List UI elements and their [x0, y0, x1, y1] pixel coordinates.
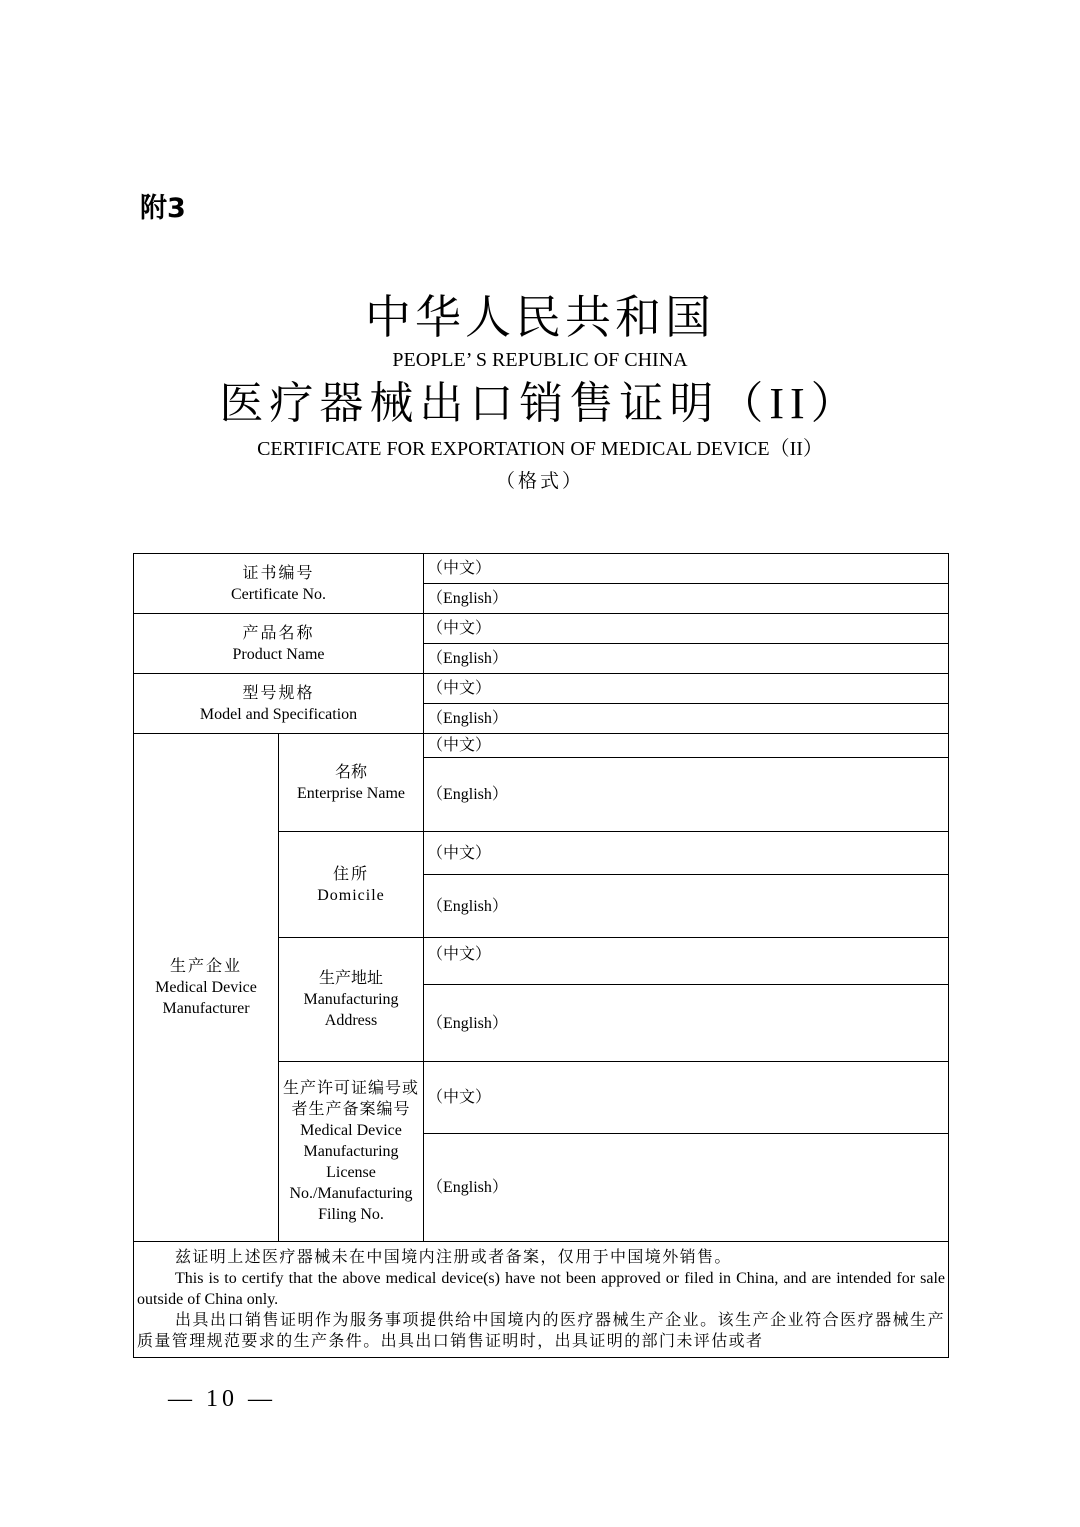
- domicile-cn-field[interactable]: （中文）: [424, 832, 949, 875]
- license-no-label-en: Medical Device Manufacturing License No./Manufacturing Filing No.: [289, 1122, 413, 1223]
- license-no-label-cn: 生产许可证编号或者生产备案编号: [283, 1080, 420, 1118]
- model-spec-label: [134, 674, 424, 734]
- manufacturing-address-label: [279, 938, 424, 1062]
- model-spec-en-field[interactable]: （English）: [424, 704, 949, 734]
- domicile-label: [279, 832, 424, 938]
- model-spec-row: [134, 674, 949, 704]
- annex-label: 附3: [140, 193, 186, 224]
- product-name-cn-field[interactable]: （中文）: [424, 614, 949, 644]
- enterprise-name-en-field[interactable]: （English）: [424, 758, 949, 832]
- domicile-label-en: Domicile: [317, 886, 385, 904]
- country-title-en: PEOPLE’ S REPUBLIC OF CHINA: [392, 349, 688, 371]
- manufacturer-label: [134, 734, 279, 1242]
- certificate-no-label-en: Certificate No.: [230, 585, 327, 603]
- product-name-label-cn: 产品名称: [242, 624, 315, 642]
- certificate-table: [133, 553, 949, 1358]
- country-title-cn: 中华人民共和国: [365, 292, 715, 343]
- page-number: — 10 —: [168, 1386, 276, 1412]
- statement-paragraph-1-en: This is to certify that the above medical device(s) have not been approved or filed in China, and are intended for sale outside of China only.: [137, 1270, 946, 1308]
- product-name-row: [134, 614, 949, 644]
- enterprise-name-cn-field[interactable]: （中文）: [424, 734, 949, 758]
- certificate-title-cn: 医疗器械出口销售证明（II）: [219, 379, 861, 428]
- certificate-no-en-field[interactable]: （English）: [424, 584, 949, 614]
- product-name-en-field[interactable]: （English）: [424, 644, 949, 674]
- format-note: （格式）: [495, 471, 584, 492]
- enterprise-name-label-en: Enterprise Name: [297, 784, 405, 802]
- certificate-no-cn-field[interactable]: （中文）: [424, 554, 949, 584]
- model-spec-cn-field[interactable]: （中文）: [424, 674, 949, 704]
- statement: [134, 1242, 949, 1358]
- model-spec-label-en: Model and Specification: [199, 705, 358, 723]
- enterprise-name-label-cn: 名称: [335, 763, 368, 781]
- certificate-no-label: [134, 554, 424, 614]
- manufacturing-address-cn-field[interactable]: （中文）: [424, 938, 949, 985]
- enterprise-name-row: [134, 734, 949, 758]
- certificate-no-label-cn: 证书编号: [242, 564, 315, 582]
- domicile-label-cn: 住所: [333, 865, 370, 883]
- manufacturing-address-label-cn: 生产地址: [319, 970, 384, 987]
- statement-paragraph-2-cn: 出具出口销售证明作为服务事项提供给中国境内的医疗器械生产企业。该生产企业符合医疗器械生产质量管理规范要求的生产条件。出具出口销售证明时，出具证明的部门未评估或者: [137, 1312, 946, 1350]
- product-name-label-en: Product Name: [232, 645, 325, 663]
- model-spec-label-cn: 型号规格: [242, 684, 315, 702]
- statement-row: [134, 1242, 949, 1358]
- manufacturing-address-label-en: Manufacturing Address: [303, 991, 399, 1029]
- license-no-en-field[interactable]: （English）: [424, 1134, 949, 1242]
- certificate-title-en: CERTIFICATE FOR EXPORTATION OF MEDICAL DEVICE（II）: [257, 438, 823, 460]
- license-no-cn-field[interactable]: （中文）: [424, 1062, 949, 1134]
- manufacturer-label-cn: 生产企业: [169, 958, 242, 975]
- product-name-label: [134, 614, 424, 674]
- manufacturing-address-en-field[interactable]: （English）: [424, 985, 949, 1062]
- enterprise-name-label: [279, 734, 424, 832]
- statement-paragraph-1-cn: 兹证明上述医疗器械未在中国境内注册或者备案，仅用于中国境外销售。: [175, 1249, 732, 1266]
- certificate-no-row: [134, 554, 949, 584]
- domicile-en-field[interactable]: （English）: [424, 875, 949, 938]
- manufacturer-label-en: Medical Device Manufacturer: [155, 979, 257, 1017]
- license-no-label: [279, 1062, 424, 1242]
